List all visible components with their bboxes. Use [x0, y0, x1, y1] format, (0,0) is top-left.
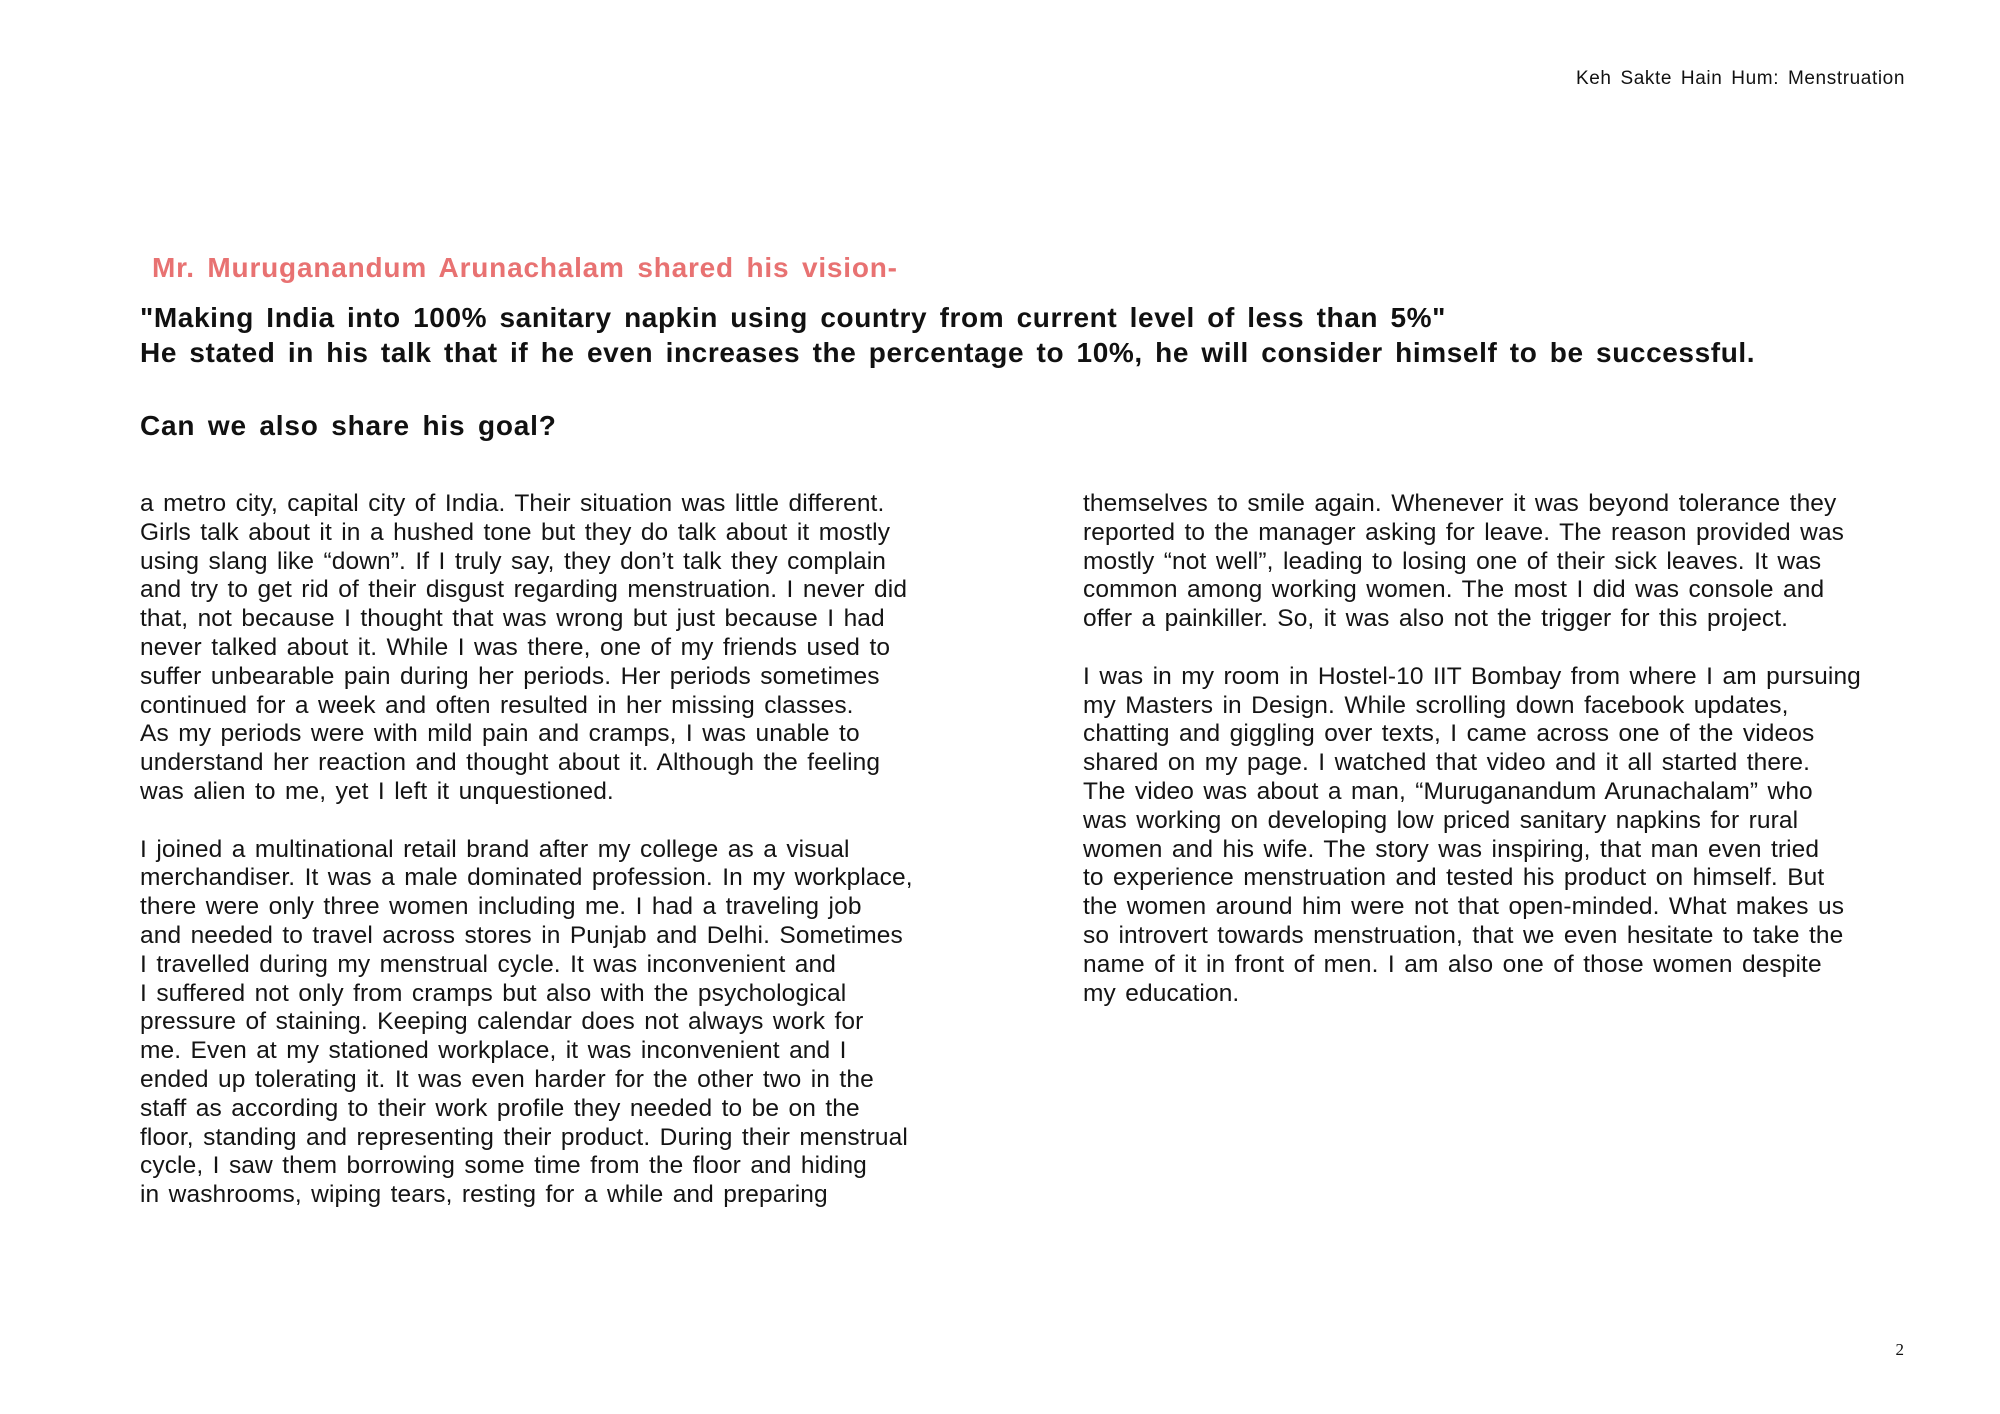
vision-statement: He stated in his talk that if he even increases the percentage to 10%, he will consider himself to be successful.: [140, 337, 1756, 368]
text-line: understand her reaction and thought about it. Although the feeling: [140, 749, 881, 777]
text-line: ended up tolerating it. It was even harder for the other two in the: [140, 1065, 874, 1093]
text-line: my Masters in Design. While scrolling down facebook updates,: [1083, 691, 1789, 719]
left-paragraph-2: [140, 836, 960, 1210]
text-line: the women around him were not that open-minded. What makes us: [1083, 893, 1845, 921]
right-paragraph-1: [1083, 490, 1913, 634]
text-line: suffer unbearable pain during her periods. Her periods sometimes: [140, 662, 880, 690]
text-line: mostly “not well”, leading to losing one of their sick leaves. It was: [1083, 547, 1822, 575]
text-line: using slang like “down”. If I truly say, they don’t talk they complain: [140, 547, 887, 575]
text-line: reported to the manager asking for leave. The reason provided was: [1083, 518, 1845, 546]
text-line: shared on my page. I watched that video and it all started there.: [1083, 749, 1810, 777]
vision-quote: "Making India into 100% sanitary napkin using country from current level of less than 5%": [140, 302, 1447, 333]
text-line: I joined a multinational retail brand after my college as a visual: [140, 835, 850, 863]
text-line: As my periods were with mild pain and cramps, I was unable to: [140, 720, 860, 748]
running-header: Keh Sakte Hain Hum: Menstruation: [1575, 68, 1905, 89]
text-line: so introvert towards menstruation, that we even hesitate to take the: [1083, 921, 1844, 949]
text-line: name of it in front of men. I am also one of those women despite: [1083, 950, 1822, 978]
text-line: pressure of staining. Keeping calendar does not always work for: [140, 1008, 864, 1036]
text-line: a metro city, capital city of India. Their situation was little different.: [140, 490, 885, 517]
vision-quote-block: [140, 300, 1755, 370]
page-number: 2: [1895, 1340, 1904, 1359]
text-line: merchandiser. It was a male dominated profession. In my workplace,: [140, 864, 913, 892]
text-line: offer a painkiller. So, it was also not the trigger for this project.: [1083, 605, 1789, 633]
vision-heading: Mr. Muruganandum Arunachalam shared his vision-: [152, 252, 898, 283]
text-line: was working on developing low priced sanitary napkins for rural: [1083, 806, 1799, 834]
right-text-column: [1083, 490, 1913, 1008]
text-line: and needed to travel across stores in Punjab and Delhi. Sometimes: [140, 921, 903, 949]
text-line: there were only three women including me. I had a traveling job: [140, 893, 862, 921]
text-line: Girls talk about it in a hushed tone but they do talk about it mostly: [140, 518, 891, 546]
text-line: was alien to me, yet I left it unquestioned.: [140, 777, 614, 805]
text-line: that, not because I thought that was wrong but just because I had: [140, 605, 885, 633]
text-line: I travelled during my menstrual cycle. It was inconvenient and: [140, 950, 836, 978]
text-line: in washrooms, wiping tears, resting for a while and preparing: [140, 1181, 828, 1209]
text-line: me. Even at my stationed workplace, it was inconvenient and I: [140, 1037, 847, 1065]
text-line: I suffered not only from cramps but also with the psychological: [140, 979, 847, 1007]
text-line: to experience menstruation and tested his product on himself. But: [1083, 864, 1825, 892]
text-line: women and his wife. The story was inspiring, that man even tried: [1083, 835, 1820, 863]
left-paragraph-1: [140, 490, 960, 807]
text-line: cycle, I saw them borrowing some time from the floor and hiding: [140, 1152, 867, 1180]
right-paragraph-2: [1083, 663, 1913, 1009]
text-line: chatting and giggling over texts, I came across one of the videos: [1083, 720, 1815, 748]
text-line: continued for a week and often resulted in her missing classes.: [140, 691, 854, 719]
text-line: I was in my room in Hostel-10 IIT Bombay from where I am pursuing: [1083, 662, 1861, 690]
text-line: themselves to smile again. Whenever it was beyond tolerance they: [1083, 490, 1837, 517]
text-line: The video was about a man, “Muruganandum Arunachalam” who: [1083, 777, 1813, 805]
text-line: my education.: [1083, 979, 1240, 1007]
text-line: floor, standing and representing their product. During their menstrual: [140, 1123, 908, 1151]
left-text-column: [140, 490, 960, 1210]
text-line: common among working women. The most I did was console and: [1083, 576, 1825, 604]
text-line: never talked about it. While I was there, one of my friends used to: [140, 633, 891, 661]
goal-question: Can we also share his goal?: [140, 410, 557, 441]
text-line: and try to get rid of their disgust regarding menstruation. I never did: [140, 576, 908, 604]
text-line: staff as according to their work profile they needed to be on the: [140, 1094, 860, 1122]
